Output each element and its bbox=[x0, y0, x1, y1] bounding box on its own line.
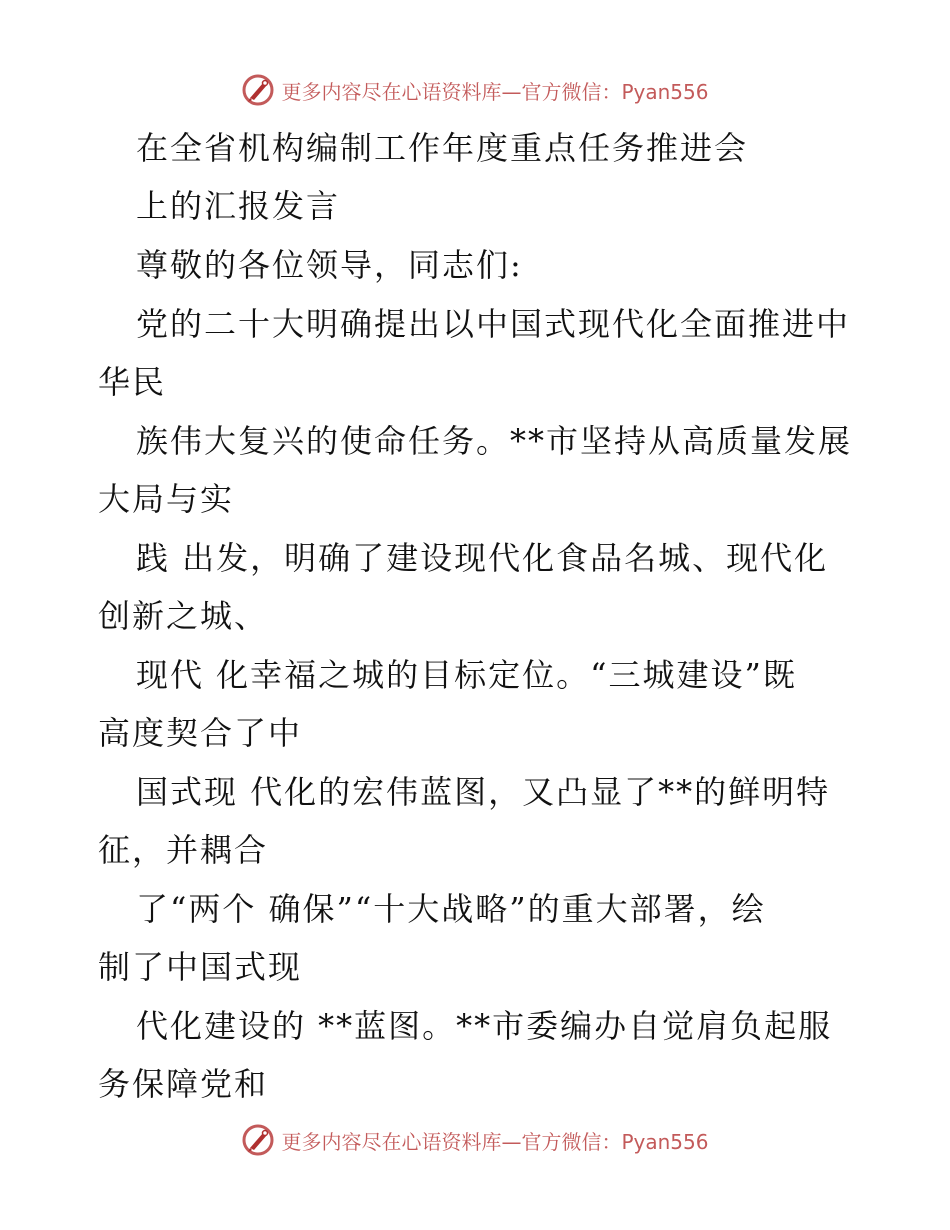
paragraph-line: 制了中国式现 bbox=[98, 948, 303, 986]
doc-title-line-2: 上的汇报发言 bbox=[136, 187, 341, 225]
doc-title-line-1: 在全省机构编制工作年度重点任务推进会 bbox=[136, 129, 749, 167]
quill-logo-icon bbox=[241, 1123, 275, 1157]
footer-watermark-banner bbox=[0, 1120, 950, 1160]
paragraph-line: 高度契合了中 bbox=[98, 714, 303, 752]
paragraph-line: 代化建设的 **蓝图。**市委编办自觉肩负起服 bbox=[136, 1007, 833, 1045]
footer-watermark-text: 更多内容尽在心语资料库—官方微信：Pyan556 bbox=[281, 1129, 709, 1154]
paragraph-line: 党的二十大明确提出以中国式现代化全面推进中 bbox=[136, 305, 851, 343]
quill-logo-icon bbox=[241, 73, 275, 107]
paragraph-line: 大局与实 bbox=[98, 480, 235, 518]
paragraph-line: 征，并耦合 bbox=[98, 831, 269, 869]
paragraph-line: 务保障党和 bbox=[98, 1065, 269, 1103]
paragraph-line: 华民 bbox=[98, 363, 167, 401]
header-watermark-text: 更多内容尽在心语资料库—官方微信：Pyan556 bbox=[281, 79, 709, 104]
paragraph-line: 了“两个 确保”“十大战略”的重大部署，绘 bbox=[136, 890, 766, 928]
salutation-line: 尊敬的各位领导，同志们: bbox=[136, 246, 523, 284]
paragraph-line: 国式现 代化的宏伟蓝图，又凸显了**的鲜明特 bbox=[136, 773, 831, 811]
paragraph-line: 族伟大复兴的使命任务。**市坚持从高质量发展 bbox=[136, 422, 853, 460]
paragraph-line: 创新之城、 bbox=[98, 597, 269, 635]
paragraph-line: 践 出发，明确了建设现代化食品名城、现代化 bbox=[136, 539, 829, 577]
header-watermark-banner bbox=[0, 70, 950, 110]
paragraph-line: 现代 化幸福之城的目标定位。“三城建设”既 bbox=[136, 656, 797, 694]
